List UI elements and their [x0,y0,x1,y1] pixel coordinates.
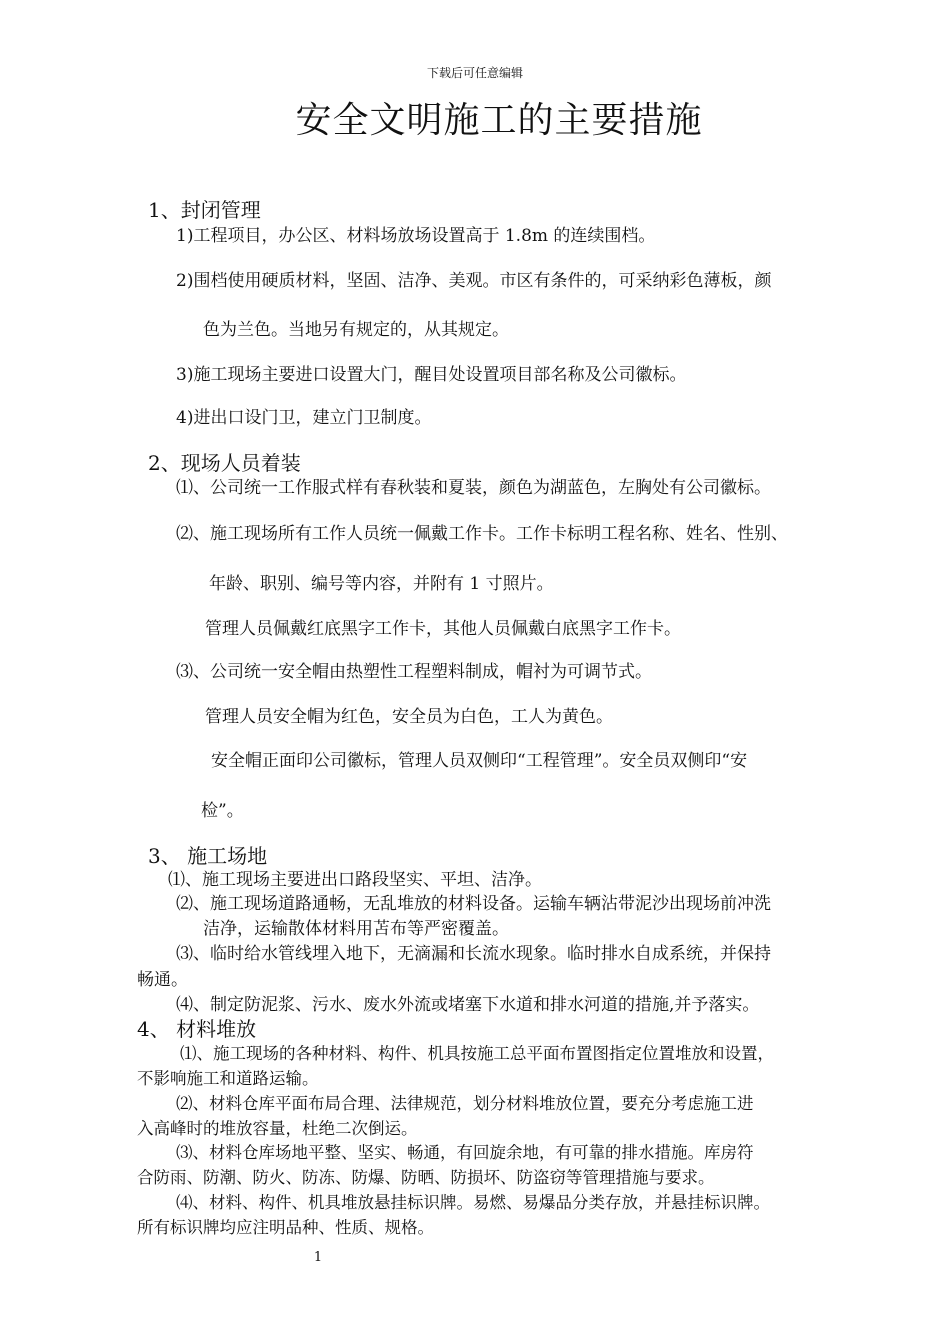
paragraph-line: 4)进出口设门卫，建立门卫制度。 [176,408,432,428]
paragraph-line: ⑴、施工现场的各种材料、构件、机具按施工总平面布置图指定位置堆放和设置， [180,1044,774,1063]
paragraph-line: ⑴、公司统一工作服式样有春秋装和夏装，颜色为湖蓝色，左胸处有公司徽标。 [176,478,771,498]
paragraph-line: ⑶、材料仓库场地平整、坚实、畅通，有回旋余地，有可靠的排水措施。库房符 [176,1143,754,1162]
section-heading: 1、封闭管理 [148,198,261,222]
section-heading: 4、 材料堆放 [137,1017,257,1041]
page-number: 1 [313,1250,323,1265]
paragraph-line: 畅通。 [137,970,188,990]
paragraph-line: 合防雨、防潮、防火、防冻、防爆、防晒、防损坏、防盗窃等管理措施与要求。 [137,1168,715,1187]
paragraph-line: ⑶、临时给水管线埋入地下，无滴漏和长流水现象。临时排水自成系统，并保持 [176,944,771,964]
section-heading: 3、 施工场地 [148,844,268,868]
paragraph-line: 安全帽正面印公司徽标，管理人员双侧印“工程管理”。安全员双侧印“安 [211,751,748,771]
paragraph-line: 色为兰色。当地另有规定的，从其规定。 [203,320,509,340]
paragraph-line: 检”。 [201,801,244,821]
paragraph-line: 1)工程项目，办公区、材料场放场设置高于 1.8m 的连续围档。 [176,226,656,246]
paragraph-line: 年龄、职别、编号等内容，并附有 1 寸照片。 [209,574,554,594]
paragraph-line: ⑵、施工现场所有工作人员统一佩戴工作卡。工作卡标明工程名称、姓名、性别、 [176,524,788,544]
paragraph-line: 管理人员安全帽为红色，安全员为白色，工人为黄色。 [205,707,613,727]
paragraph-line: 不影响施工和道路运输。 [137,1069,319,1088]
document-title: 安全文明施工的主要措施 [295,100,703,141]
paragraph-line: ⑶、公司统一安全帽由热塑性工程塑料制成，帽衬为可调节式。 [176,662,652,682]
paragraph-line: ⑵、材料仓库平面布局合理、法律规范，划分材料堆放位置，要充分考虑施工进 [176,1094,754,1113]
paragraph-line: 入高峰时的堆放容量，杜绝二次倒运。 [137,1119,418,1138]
paragraph-line: 洁净，运输散体材料用苫布等严密覆盖。 [203,919,509,939]
paragraph-line: 2)围档使用硬质材料，坚固、洁净、美观。市区有条件的，可采纳彩色薄板，颜 [176,271,772,291]
paragraph-line: ⑷、制定防泥浆、污水、废水外流或堵塞下水道和排水河道的措施,并予落实。 [176,995,760,1015]
paragraph-line: ⑷、材料、构件、机具堆放悬挂标识牌。易燃、易爆品分类存放，并悬挂标识牌。 [176,1193,770,1212]
section-heading: 2、现场人员着装 [148,451,301,475]
paragraph-line: ⑴、施工现场主要进出口路段坚实、平坦、洁净。 [168,870,542,890]
paragraph-line: 3)施工现场主要进口设置大门，醒目处设置项目部名称及公司徽标。 [176,365,687,385]
paragraph-line: 所有标识牌均应注明品种、性质、规格。 [137,1218,434,1237]
page-header: 下载后可任意编辑 [426,66,523,80]
paragraph-line: 管理人员佩戴红底黑字工作卡，其他人员佩戴白底黑字工作卡。 [205,619,681,639]
paragraph-line: ⑵、施工现场道路通畅，无乱堆放的材料设备。运输车辆沾带泥沙出现场前冲洗 [176,894,771,914]
